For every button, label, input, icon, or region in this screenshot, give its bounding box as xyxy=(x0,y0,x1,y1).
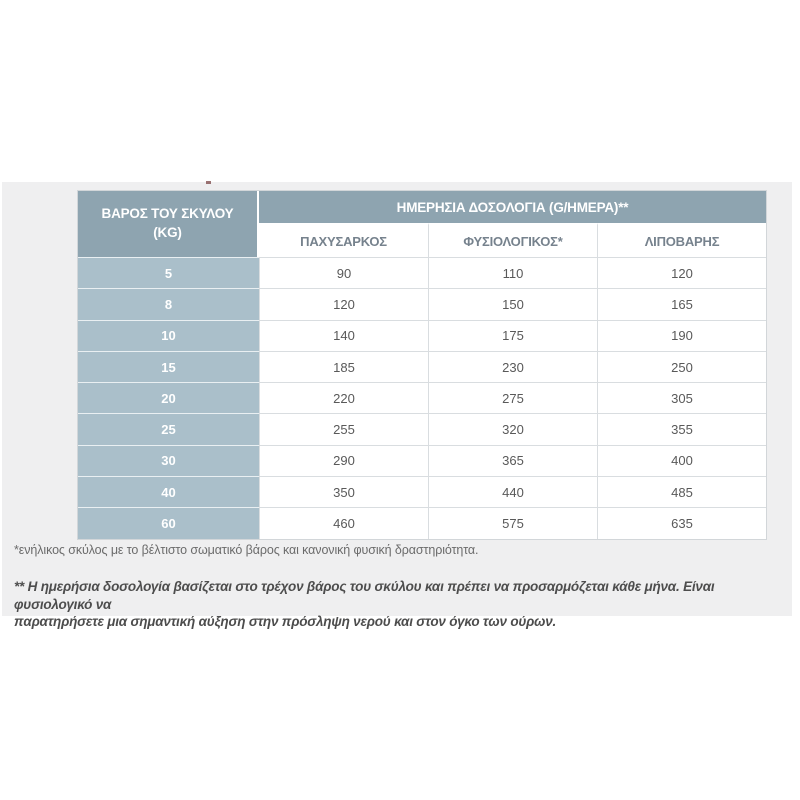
main-header-row xyxy=(78,191,766,223)
dose-cell: 90 xyxy=(259,257,428,288)
weight-cell: 60 xyxy=(78,507,259,538)
dose-cell: 120 xyxy=(597,257,766,288)
subheader-normal: ΦΥΣΙΟΛΟΓΙΚΟΣ* xyxy=(428,223,597,257)
dose-cell: 460 xyxy=(259,507,428,538)
footnote-dosage-line1: ** Η ημερήσια δοσολογία βασίζεται στο τρέχον βάρος του σκύλου και πρέπει να προσαρμόζεται κάθε μήνα. Είναι φυσιολογικό να xyxy=(14,579,715,612)
dose-cell: 635 xyxy=(597,507,766,538)
weight-cell: 8 xyxy=(78,288,259,319)
footnote-normal-definition: *ενήλικος σκύλος με το βέλτιστο σωματικό βάρος και κανονική φυσική δραστηριότητα. xyxy=(14,543,479,557)
dose-cell: 440 xyxy=(428,476,597,507)
subheader-underweight: ΛΙΠΟΒΑΡΗΣ xyxy=(597,223,766,257)
dose-cell: 320 xyxy=(428,413,597,444)
dose-cell: 150 xyxy=(428,288,597,319)
weight-cell: 25 xyxy=(78,413,259,444)
weight-cell: 5 xyxy=(78,257,259,288)
subheader-overweight: ΠΑΧΥΣΑΡΚΟΣ xyxy=(259,223,428,257)
artifact-dot xyxy=(206,181,211,184)
dose-cell: 120 xyxy=(259,288,428,319)
weight-header-line2: (KG) xyxy=(153,225,182,240)
dose-cell: 275 xyxy=(428,382,597,413)
dose-cell: 290 xyxy=(259,445,428,476)
dose-cell: 575 xyxy=(428,507,597,538)
table-row xyxy=(78,382,766,413)
footnote-dosage-line2: παρατηρήσετε μια σημαντική αύξηση στην πρόσληψη νερού και στον όγκο των ούρων. xyxy=(14,614,557,629)
daily-dosage-header: ΗΜΕΡΗΣΙΑ ΔΟΣΟΛΟΓΙΑ (G/ΗΜΕΡΑ)** xyxy=(259,191,766,223)
dose-cell: 255 xyxy=(259,413,428,444)
table-row xyxy=(78,257,766,288)
weight-cell: 15 xyxy=(78,351,259,382)
table-row xyxy=(78,445,766,476)
table-row xyxy=(78,476,766,507)
dose-cell: 355 xyxy=(597,413,766,444)
weight-cell: 40 xyxy=(78,476,259,507)
footnote-dosage-adjustment xyxy=(14,578,786,631)
dose-cell: 185 xyxy=(259,351,428,382)
weight-cell: 30 xyxy=(78,445,259,476)
weight-cell: 20 xyxy=(78,382,259,413)
weight-header-line1: ΒΑΡΟΣ ΤΟΥ ΣΚΥΛΟΥ xyxy=(101,206,234,222)
dose-cell: 350 xyxy=(259,476,428,507)
dose-cell: 230 xyxy=(428,351,597,382)
dose-cell: 175 xyxy=(428,320,597,351)
table-row xyxy=(78,413,766,444)
feeding-dosage-table xyxy=(77,190,767,540)
dose-cell: 165 xyxy=(597,288,766,319)
dose-cell: 220 xyxy=(259,382,428,413)
table-row xyxy=(78,351,766,382)
dose-cell: 110 xyxy=(428,257,597,288)
weight-cell: 10 xyxy=(78,320,259,351)
weight-column-header xyxy=(78,191,259,257)
dose-table-head xyxy=(78,191,766,257)
dose-cell: 365 xyxy=(428,445,597,476)
table-row xyxy=(78,288,766,319)
table-row xyxy=(78,507,766,538)
dose-cell: 400 xyxy=(597,445,766,476)
dose-cell: 190 xyxy=(597,320,766,351)
dose-cell: 250 xyxy=(597,351,766,382)
dose-cell: 305 xyxy=(597,382,766,413)
dose-cell: 485 xyxy=(597,476,766,507)
dose-cell: 140 xyxy=(259,320,428,351)
table-row xyxy=(78,320,766,351)
dose-table-body xyxy=(78,257,766,539)
